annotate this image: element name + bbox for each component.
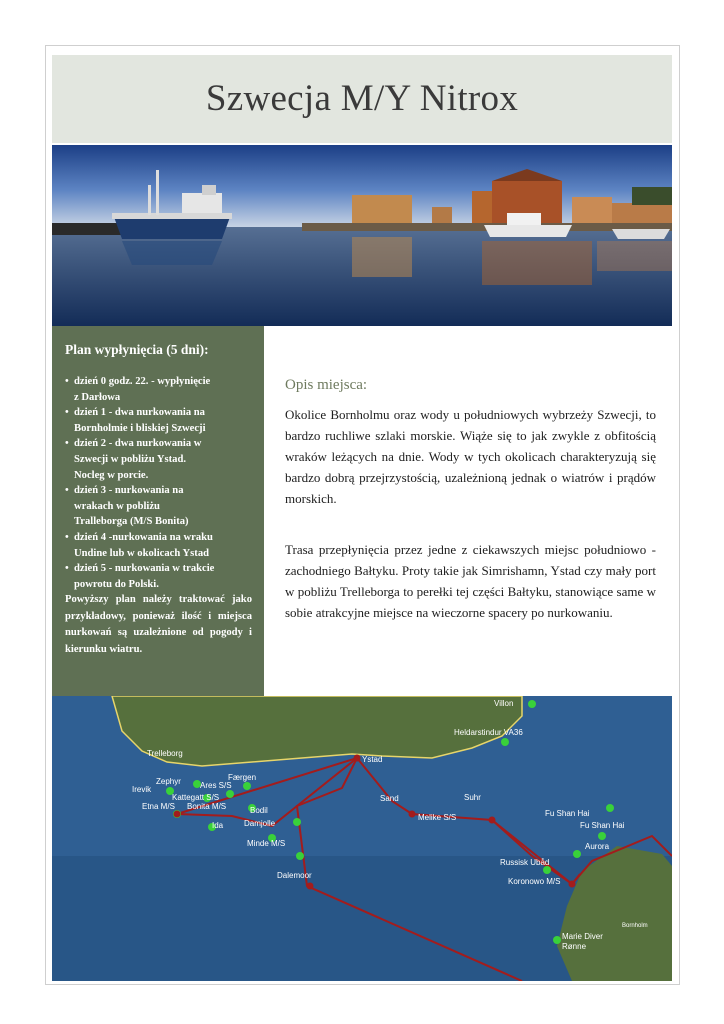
map-label-bonita: Bonita M/S [187,802,227,811]
marker-pin [606,804,614,812]
plan-item-line: • dzień 4 -nurkowania na wraku [74,531,213,543]
map-label-fushan-1: Fu Shan Hai [545,809,590,818]
map-label-melike: Melike S/S [418,813,457,822]
plan-item [65,374,252,405]
map-label-zephyr: Zephyr [156,777,181,786]
map-label-dalemoor: Dalemoor [277,871,312,880]
marker-pin [296,852,304,860]
plan-item-line: wrakach w pobliżu [74,500,160,512]
map-label-kattegatt: Kattegatt S/S [172,793,220,802]
plan-item [65,405,252,436]
map-label-trelleborg: Trelleborg [147,749,183,758]
plan-heading: Plan wypłynięcia (5 dni): [65,342,209,357]
marker-pin [553,936,561,944]
plan-item-line: Szwecji w pobliżu Ystad. [74,453,187,465]
description [285,377,656,623]
plan-item-line: • dzień 5 - nurkowania w trakcie [74,563,215,575]
plan-item-line: • dzień 0 godz. 22. - wypłynięcie [74,376,211,387]
plan-item [65,530,252,561]
map-label-damjolle: Damjolle [244,819,276,828]
plan-item-line: Nocleg w porcie. [74,469,149,481]
map-label-minde: Minde M/S [247,839,286,848]
plan-item-line: Undine lub w okolicach Ystad [74,547,210,559]
map-label-russisk: Russisk Ubåd [500,858,550,867]
plan-item-line: Bornholmie i bliskiej Szwecji [74,422,206,434]
map-label-etna: Etna M/S [142,802,175,811]
plan-item [65,436,252,483]
map-label-bodil: Bodil [250,806,268,815]
map-label-bornholm: Bornholm [622,923,648,929]
marker-pin [243,782,251,790]
description-heading: Opis miejsca: [285,377,368,393]
plan-item-line: • dzień 2 - dwa nurkowania w [74,438,202,450]
plan-item-line: • dzień 1 - dwa nurkowania na [74,407,205,419]
plan-box [52,326,264,696]
map-label-ares: Ares S/S [200,781,232,790]
marker-pin [598,832,606,840]
marker-pin [501,738,509,746]
map-label-ida: Ida [212,821,224,830]
marker-pin [226,790,234,798]
description-paragraph-2: Trasa przepłynięcia przez jedne z ciekawszych miejsc południowo - zachodniego Bałtyku. Proty takie jak Simrishamn, Ystad czy mały port w pobliżu Trelleborga to perełki tej części Bałtyku, stanowiące same w sobie atrakcyjne miejsce na wieczorne spacery po nurkowaniu. [285,542,656,620]
map-label-irevik: Irevik [132,785,152,794]
map-label-suhr: Suhr [464,793,481,802]
plan-item-line: • dzień 3 - nurkowania na [74,485,184,497]
page-title: Szwecja M/Y Nitrox [205,78,519,119]
route-map [52,696,672,981]
map-label-koronowo: Koronowo M/S [508,877,561,886]
map-label-sand: Sand [380,794,399,803]
plan-item [65,483,252,530]
map-label-heldarstindur: Heldarstindur VA36 [454,728,523,737]
plan-note: Powyższy plan należy traktować jako przykładowy, ponieważ ilość i miejsca nurkowań są uzależnione od pogody i kierunku wiatru. [65,594,252,655]
plan-item [65,561,252,592]
marker-pin [543,866,551,874]
plan-list [65,374,252,592]
marker-pin [293,818,301,826]
plan-item-line: Tralleborga (M/S Bonita) [74,516,189,528]
plan-item-line: powrotu do Polski. [74,578,159,590]
map-label-faergen: Færgen [228,773,257,782]
plan-item-line: z Darłowa [74,391,121,403]
map-label-fushan-2: Fu Shan Hai [580,821,625,830]
map-label-ystad: Ystad [362,755,383,764]
map-label-ronne: Rønne [562,942,587,951]
map-label-marie: Marie Diver [562,932,603,941]
map-label-villon: Villon [494,699,514,708]
marker-pin [528,700,536,708]
title-bar [52,55,672,143]
harbor-photo [52,145,672,326]
marker-pin [573,850,581,858]
description-paragraph-1: Okolice Bornholmu oraz wody u południowych wybrzeży Szwecji, to bardzo ruchliwe szlaki morskie. Wiąże się to jak zwykle z obfitością wraków leżących na dnie. Wody w tych okolicach charakteryzują się bardzo dobrą przejrzystością, uzależnioną jednak o wiatrów i prądów morskich. [285,407,656,506]
map-label-aurora: Aurora [585,842,610,851]
